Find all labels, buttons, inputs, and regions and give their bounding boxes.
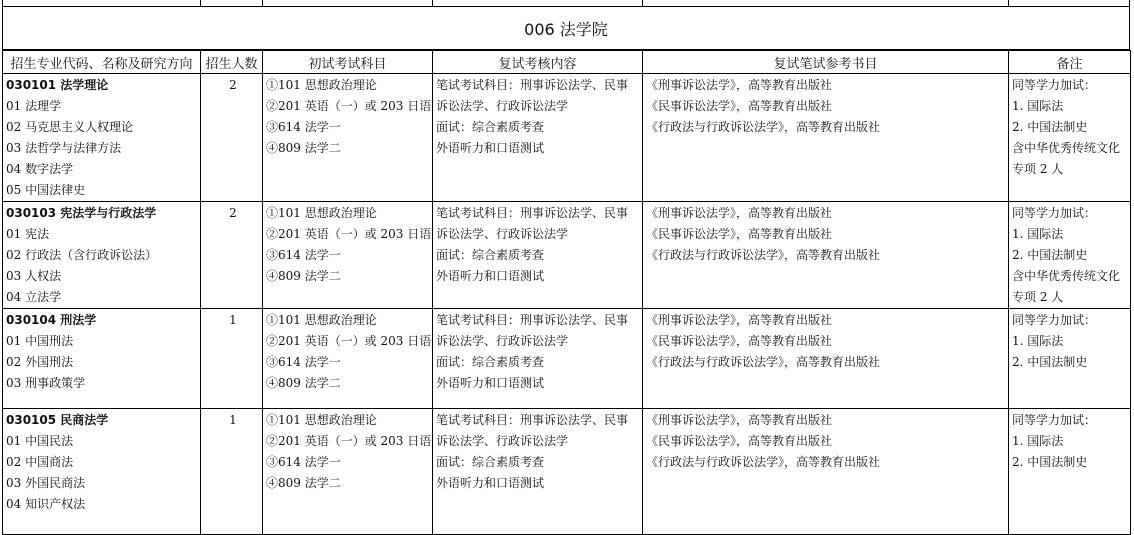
books-cell [643,202,1009,309]
quota-value: 2 [229,206,237,220]
exam-subject: ③614 法学一 [266,355,341,369]
school-title: 006 法学院 [2,7,1130,50]
exam-subject: ④809 法学二 [266,376,341,390]
note-line: 同等学力加试： [1012,206,1097,220]
quota-cell [201,409,263,535]
exam-cell [263,409,433,535]
reference-book: 《刑事诉讼法学》，高等教育出版社 [646,78,833,92]
retest-item: 诉讼法学、行政诉讼法学 [436,227,569,241]
reference-book: 《行政法与行政诉讼法学》，高等教育出版社 [646,455,881,469]
exam-subject: ①101 思想政治理论 [266,313,377,327]
major-cell [3,309,201,409]
exam-subject: ④809 法学二 [266,269,341,283]
table-row [3,409,1131,535]
reference-book: 《民事诉讼法学》，高等教育出版社 [646,99,833,113]
note-line: 2. 中国法制史 [1012,455,1088,469]
note-line: 1. 国际法 [1012,227,1064,241]
admission-table-frame [2,0,1130,535]
research-direction: 03 法哲学与法律方法 [6,141,122,155]
exam-subject: ②201 英语（一）或 203 日语 [266,434,432,448]
notes-cell [1009,202,1131,309]
note-line: 1. 国际法 [1012,334,1064,348]
major-name: 030104 刑法学 [6,313,97,327]
exam-subject: ③614 法学一 [266,248,341,262]
retest-item: 面试：综合素质考查 [436,248,545,262]
retest-item: 面试：综合素质考查 [436,455,545,469]
retest-item: 笔试考试科目：刑事诉讼法学、民事 [436,206,629,220]
retest-item: 面试：综合素质考查 [436,355,545,369]
retest-item: 外语听力和口语测试 [436,269,545,283]
exam-subject: ①101 思想政治理论 [266,78,377,92]
notes-cell [1009,309,1131,409]
exam-subject: ④809 法学二 [266,476,341,490]
note-line: 2. 中国法制史 [1012,120,1088,134]
exam-cell [263,74,433,202]
table-row [3,74,1131,202]
retest-cell [433,409,643,535]
quota-value: 1 [229,313,237,327]
header-notes: 备注 [1009,51,1131,74]
previous-table-edge [2,0,1130,7]
note-line: 2. 中国法制史 [1012,248,1088,262]
reference-book: 《刑事诉讼法学》，高等教育出版社 [646,313,833,327]
note-line: 1. 国际法 [1012,434,1064,448]
table-row [3,309,1131,409]
note-line: 同等学力加试： [1012,313,1097,327]
research-direction: 03 刑事政策学 [6,376,86,390]
research-direction: 03 外国民商法 [6,476,86,490]
major-cell [3,409,201,535]
research-direction: 01 中国民法 [6,434,74,448]
books-cell [643,309,1009,409]
research-direction: 02 行政法（含行政诉讼法） [6,248,158,262]
research-direction: 04 立法学 [6,290,62,304]
research-direction: 02 中国商法 [6,455,74,469]
major-name: 030103 宪法学与行政法学 [6,206,157,220]
retest-item: 笔试考试科目：刑事诉讼法学、民事 [436,78,629,92]
reference-book: 《行政法与行政诉讼法学》，高等教育出版社 [646,355,881,369]
exam-subject: ②201 英语（一）或 203 日语 [266,227,432,241]
research-direction: 04 知识产权法 [6,497,86,511]
retest-item: 笔试考试科目：刑事诉讼法学、民事 [436,313,629,327]
major-cell [3,74,201,202]
note-line: 含中华优秀传统文化 [1012,141,1121,155]
research-direction: 03 人权法 [6,269,62,283]
exam-cell [263,309,433,409]
research-direction: 01 中国刑法 [6,334,74,348]
program-table [2,50,1131,535]
books-cell [643,409,1009,535]
research-direction: 02 外国刑法 [6,355,74,369]
major-name: 030105 民商法学 [6,413,109,427]
header-exams: 初试考试科目 [263,51,433,74]
header-major: 招生专业代码、名称及研究方向 [3,51,201,74]
retest-cell [433,202,643,309]
exam-subject: ②201 英语（一）或 203 日语 [266,334,432,348]
quota-value: 1 [229,413,237,427]
retest-cell [433,74,643,202]
table-row [3,202,1131,309]
retest-item: 诉讼法学、行政诉讼法学 [436,434,569,448]
quota-cell [201,74,263,202]
retest-item: 诉讼法学、行政诉讼法学 [436,99,569,113]
major-cell [3,202,201,309]
books-cell [643,74,1009,202]
reference-book: 《民事诉讼法学》，高等教育出版社 [646,334,833,348]
reference-book: 《民事诉讼法学》，高等教育出版社 [646,227,833,241]
note-line: 同等学力加试： [1012,78,1097,92]
note-line: 2. 中国法制史 [1012,355,1088,369]
retest-item: 诉讼法学、行政诉讼法学 [436,334,569,348]
notes-cell [1009,409,1131,535]
exam-subject: ③614 法学一 [266,455,341,469]
reference-book: 《刑事诉讼法学》，高等教育出版社 [646,206,833,220]
exam-subject: ④809 法学二 [266,141,341,155]
exam-subject: ②201 英语（一）或 203 日语 [266,99,432,113]
header-quota: 招生人数 [201,51,263,74]
exam-subject: ①101 思想政治理论 [266,413,377,427]
research-direction: 01 法理学 [6,99,62,113]
note-line: 含中华优秀传统文化 [1012,269,1121,283]
note-line: 1. 国际法 [1012,99,1064,113]
reference-book: 《刑事诉讼法学》，高等教育出版社 [646,413,833,427]
exam-subject: ①101 思想政治理论 [266,206,377,220]
retest-item: 外语听力和口语测试 [436,376,545,390]
note-line: 专项 2 人 [1012,290,1064,304]
quota-cell [201,202,263,309]
retest-cell [433,309,643,409]
research-direction: 05 中国法律史 [6,183,86,197]
header-books: 复试笔试参考书目 [643,51,1009,74]
retest-item: 外语听力和口语测试 [436,476,545,490]
exam-subject: ③614 法学一 [266,120,341,134]
quota-cell [201,309,263,409]
exam-cell [263,202,433,309]
notes-cell [1009,74,1131,202]
table-header-row [3,51,1131,74]
note-line: 专项 2 人 [1012,162,1064,176]
research-direction: 02 马克思主义人权理论 [6,120,134,134]
reference-book: 《行政法与行政诉讼法学》，高等教育出版社 [646,248,881,262]
retest-item: 面试：综合素质考查 [436,120,545,134]
note-line: 同等学力加试： [1012,413,1097,427]
reference-book: 《行政法与行政诉讼法学》，高等教育出版社 [646,120,881,134]
research-direction: 04 数字法学 [6,162,74,176]
major-name: 030101 法学理论 [6,78,109,92]
reference-book: 《民事诉讼法学》，高等教育出版社 [646,434,833,448]
header-retest: 复试考核内容 [433,51,643,74]
retest-item: 笔试考试科目：刑事诉讼法学、民事 [436,413,629,427]
quota-value: 2 [229,78,237,92]
research-direction: 01 宪法 [6,227,50,241]
retest-item: 外语听力和口语测试 [436,141,545,155]
